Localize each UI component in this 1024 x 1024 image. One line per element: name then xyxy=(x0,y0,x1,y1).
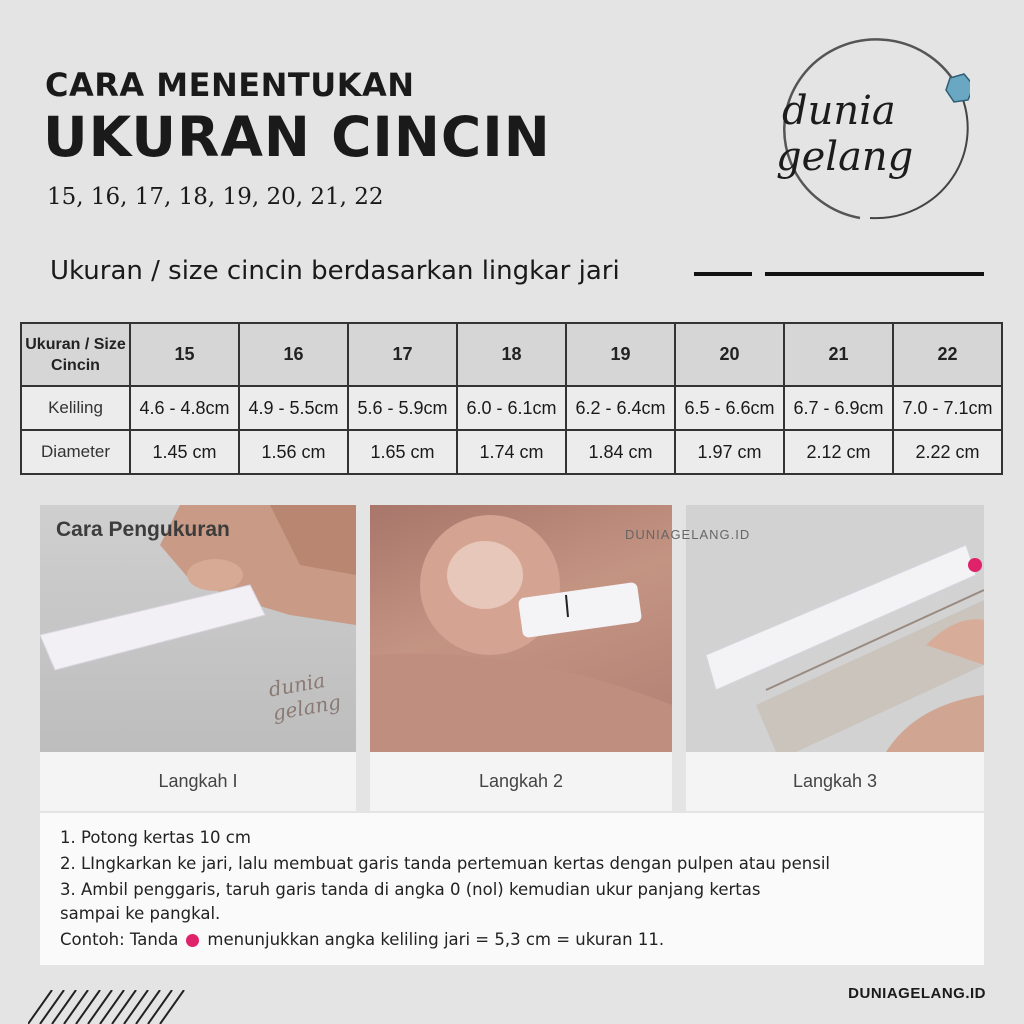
example-prefix: Contoh: Tanda xyxy=(60,930,179,949)
table-cell: 1.84 cm xyxy=(566,430,675,474)
step-3-caption: Langkah 3 xyxy=(792,771,878,791)
table-cell: 5.6 - 5.9cm xyxy=(348,386,457,430)
header-cell-size: 22 xyxy=(893,323,1002,386)
step-panel-3 xyxy=(686,505,984,811)
instruction-step-1: 1. Potong kertas 10 cm xyxy=(60,828,251,847)
logo-text-dunia: dunia xyxy=(782,88,896,134)
subtitle: Ukuran / size cincin berdasarkan lingkar jari xyxy=(50,256,620,286)
table-cell: 1.74 cm xyxy=(457,430,566,474)
table-cell: 6.0 - 6.1cm xyxy=(457,386,566,430)
step-3-photo xyxy=(686,505,984,752)
ruler-measure-icon xyxy=(686,505,984,752)
sizes-list: 15, 16, 17, 18, 19, 20, 21, 22 xyxy=(47,184,384,210)
table-cell: 2.22 cm xyxy=(893,430,1002,474)
finger-wrap-icon xyxy=(370,505,672,752)
header-cell-size: 20 xyxy=(675,323,784,386)
row-label: Keliling xyxy=(21,386,130,430)
header-cell-size: 16 xyxy=(239,323,348,386)
table-cell: 1.56 cm xyxy=(239,430,348,474)
table-cell: 6.5 - 6.6cm xyxy=(675,386,784,430)
instruction-step-3-cont: sampai ke pangkal. xyxy=(60,904,221,923)
step-1-caption: Langkah I xyxy=(158,771,238,791)
table-row-diameter xyxy=(21,430,1002,474)
brand-logo xyxy=(740,30,970,230)
measurement-label: Cara Pengukuran xyxy=(56,518,230,541)
step-2-photo xyxy=(370,505,672,752)
header-cell-size: 15 xyxy=(130,323,239,386)
table-cell: 2.12 cm xyxy=(784,430,893,474)
table-cell: 1.65 cm xyxy=(348,430,457,474)
row-label: Diameter xyxy=(21,430,130,474)
step-2-caption: Langkah 2 xyxy=(478,771,564,791)
header-cell-size: 21 xyxy=(784,323,893,386)
photo-logo-watermark: dunia gelang xyxy=(266,668,343,726)
table-cell: 6.7 - 6.9cm xyxy=(784,386,893,430)
table-cell: 1.97 cm xyxy=(675,430,784,474)
instruction-step-2: 2. LIngkarkan ke jari, lalu membuat garis tanda pertemuan kertas dengan pulpen atau pensil xyxy=(60,854,830,873)
header-cell-size: 18 xyxy=(457,323,566,386)
title-line-1: CARA MENENTUKAN xyxy=(45,66,415,104)
divider-long xyxy=(765,272,984,276)
instructions-box xyxy=(40,813,984,965)
header-cell-size: 19 xyxy=(566,323,675,386)
example-suffix: menunjukkan angka keliling jari = 5,3 cm = ukuran 11. xyxy=(207,930,665,949)
divider-short xyxy=(694,272,752,276)
table-cell: 7.0 - 7.1cm xyxy=(893,386,1002,430)
table-header-row xyxy=(21,323,1002,386)
title-line-2: UKURAN CINCIN xyxy=(43,105,551,169)
table-cell: 4.9 - 5.5cm xyxy=(239,386,348,430)
table-cell: 4.6 - 4.8cm xyxy=(130,386,239,430)
ring-size-table xyxy=(20,322,1003,475)
table-cell: 1.45 cm xyxy=(130,430,239,474)
diagonal-stripes-icon xyxy=(28,990,198,1024)
instruction-example xyxy=(60,930,664,949)
step-panel-2 xyxy=(370,505,672,811)
pink-dot-icon xyxy=(186,934,199,947)
table-row-keliling xyxy=(21,386,1002,430)
logo-text-gelang: gelang xyxy=(776,134,914,180)
instruction-step-3: 3. Ambil penggaris, taruh garis tanda di angka 0 (nol) kemudian ukur panjang kertas xyxy=(60,880,761,899)
table-cell: 6.2 - 6.4cm xyxy=(566,386,675,430)
header-cell-label: Ukuran / Size Cincin xyxy=(21,323,130,386)
photo-watermark: DUNIAGELANG.ID xyxy=(625,527,751,542)
footer-url: DUNIAGELANG.ID xyxy=(848,985,986,1002)
step-panel-1 xyxy=(40,505,356,811)
header-cell-size: 17 xyxy=(348,323,457,386)
